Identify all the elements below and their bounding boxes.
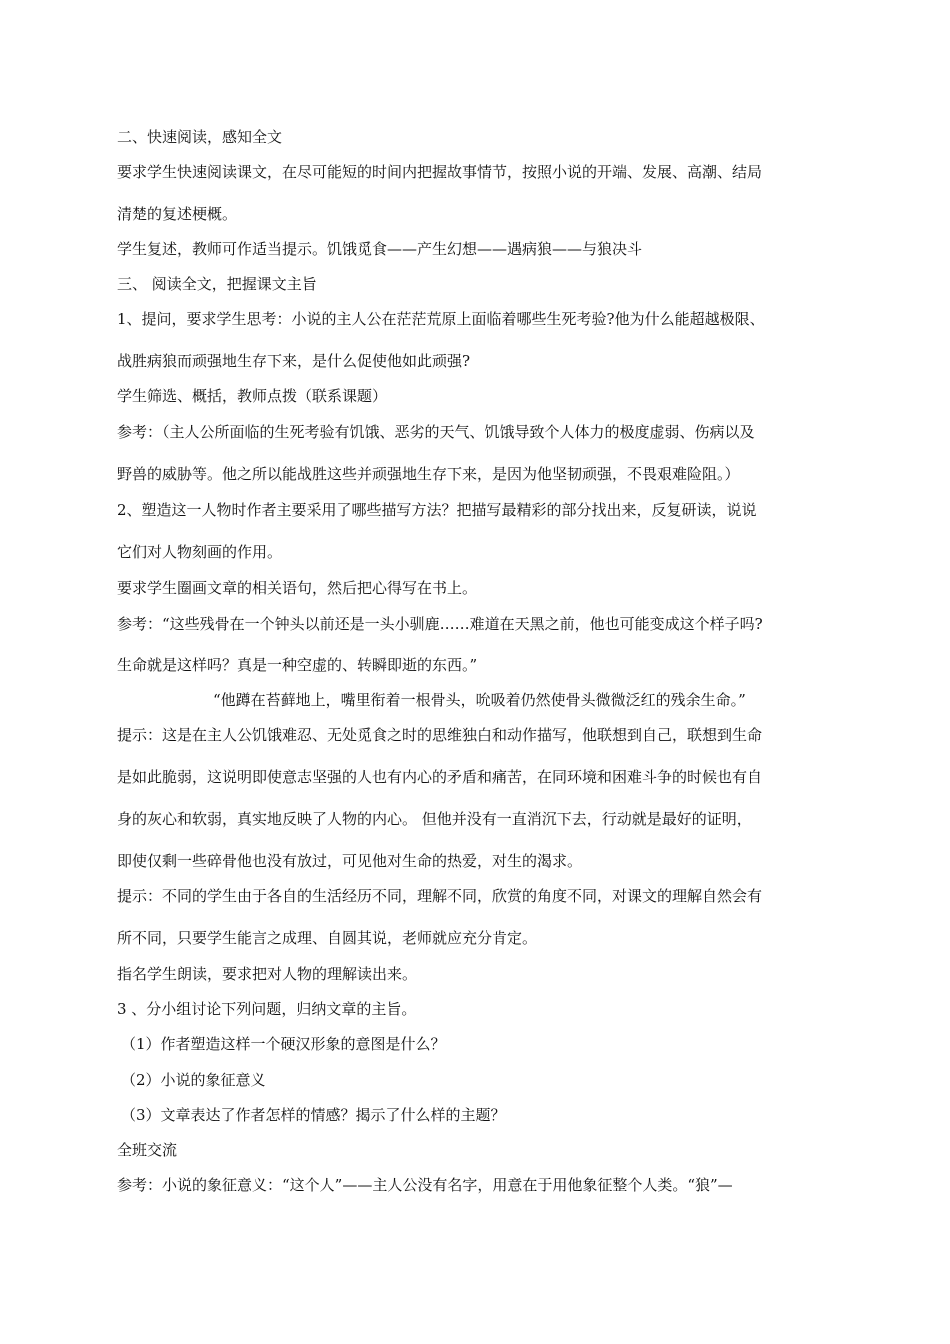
hint-line: 提示：不同的学生由于各自的生活经历不同，理解不同，欣赏的角度不同，对课文的理解自然会有: [117, 887, 763, 905]
hint-line: 即使仅剩一些碎骨他也没有放过，可见他对生命的热爱，对生的渴求。: [117, 852, 583, 870]
hint-line: 身的灰心和软弱，真实地反映了人物的内心。 但他并没有一直消沉下去，行动就是最好的证明，: [117, 810, 752, 828]
paragraph-line: 指名学生朗读，要求把对人物的理解读出来。: [117, 965, 418, 983]
quote-line: “他蹲在苔藓地上，嘴里衔着一根骨头，吮吸着仍然使骨头微微泛红的残余生命。”: [213, 691, 746, 709]
sub-question-3: （3）文章表达了作者怎样的情感？揭示了什么样的主题？: [121, 1106, 506, 1124]
paragraph-line: 学生复述，教师可作适当提示。饥饿觅食——产生幻想——遇病狼——与狼决斗: [117, 240, 643, 258]
quote-line: 生命就是这样吗？真是一种空虚的、转瞬即逝的东西。”: [117, 656, 478, 674]
hint-line: 提示：这是在主人公饥饿难忍、无处觅食之时的思维独白和动作描写，他联想到自己，联想到生命: [117, 726, 763, 744]
paragraph-line: 要求学生快速阅读课文，在尽可能短的时间内把握故事情节，按照小说的开端、发展、高潮、结局: [117, 163, 763, 181]
hint-line: 是如此脆弱，这说明即使意志坚强的人也有内心的矛盾和痛苦，在同环境和困难斗争的时候也有自: [117, 768, 763, 786]
question-1-line: 战胜病狼而顽强地生存下来，是什么促使他如此顽强?: [117, 352, 471, 370]
section-heading-2: 二、快速阅读，感知全文: [117, 128, 283, 146]
question-3-line: 3 、分小组讨论下列问题，归纳文章的主旨。: [117, 1000, 417, 1018]
quote-line: 参考：“这些残骨在一个钟头以前还是一头小驯鹿……难道在天黑之前，他也可能变成这个样子吗?: [117, 615, 763, 633]
question-2-line: 2、塑造这一人物时作者主要采用了哪些描写方法？把描写最精彩的部分找出来，反复研读，说说: [117, 501, 757, 519]
reference-line: 参考：小说的象征意义：“这个人”——主人公没有名字，用意在于用他象征整个人类。“狼”—: [117, 1176, 733, 1194]
question-2-line: 它们对人物刻画的作用。: [117, 543, 283, 561]
paragraph-line: 全班交流: [117, 1141, 178, 1159]
hint-line: 所不同，只要学生能言之成理、自圆其说，老师就应充分肯定。: [117, 929, 538, 947]
reference-line: 野兽的威胁等。他之所以能战胜这些并顽强地生存下来，是因为他坚韧顽强，不畏艰难险阻。）: [117, 465, 740, 483]
sub-question-1: （1）作者塑造这样一个硬汉形象的意图是什么？: [121, 1035, 446, 1053]
paragraph-line: 清楚的复述梗概。: [117, 205, 238, 223]
sub-question-2: （2）小说的象征意义: [121, 1071, 266, 1089]
paragraph-line: 要求学生圈画文章的相关语句，然后把心得写在书上。: [117, 579, 478, 597]
reference-line: 参考：（主人公所面临的生死考验有饥饿、恶劣的天气、饥饿导致个人体力的极度虚弱、伤病以及: [117, 423, 755, 441]
question-1-line: 1、提问，要求学生思考：小说的主人公在茫茫荒原上面临着哪些生死考验?他为什么能超越极限、: [117, 310, 765, 328]
paragraph-line: 学生筛选、概括，教师点拨（联系课题）: [117, 387, 388, 405]
section-heading-3: 三、 阅读全文，把握课文主旨: [117, 275, 317, 293]
